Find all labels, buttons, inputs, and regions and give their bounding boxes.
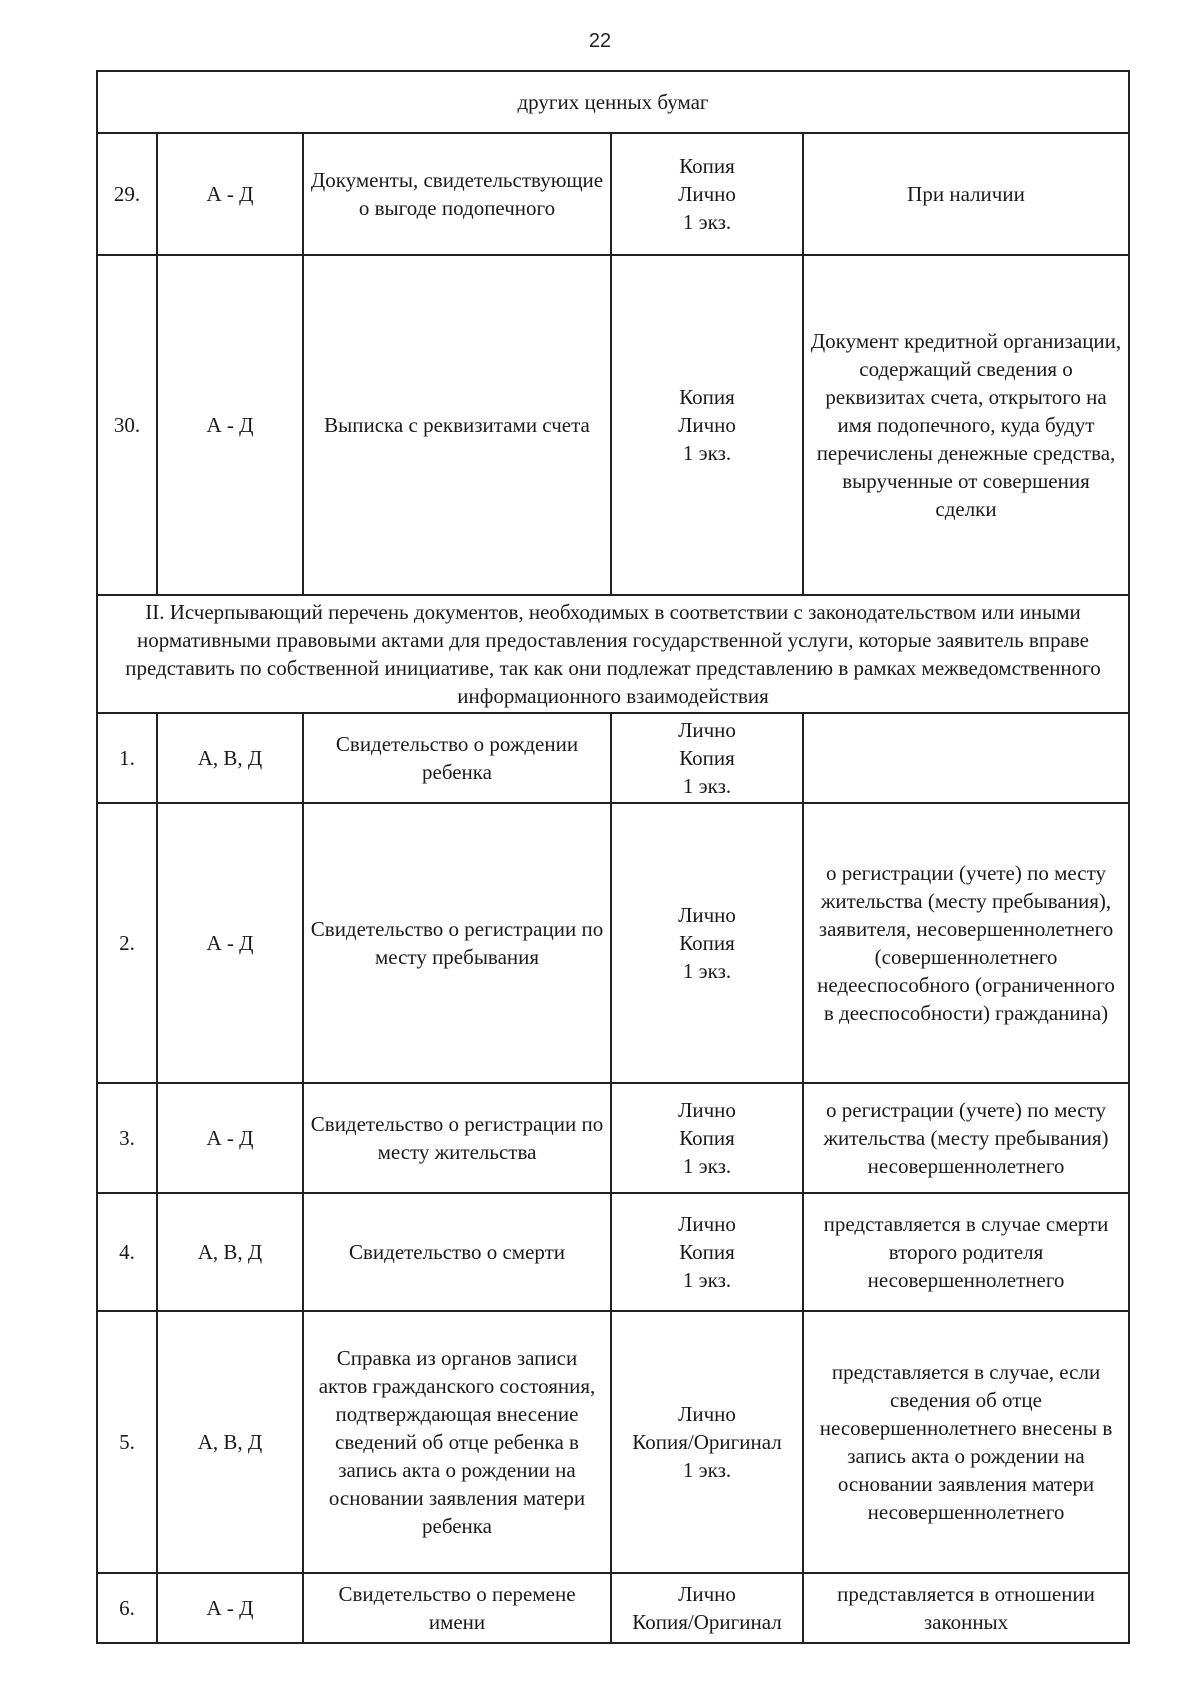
row-form-line: Копия — [679, 746, 735, 770]
row-number: 2. — [97, 803, 157, 1083]
row-form-line: Лично — [678, 182, 736, 206]
row-category: А - Д — [157, 803, 303, 1083]
row-note: о регистрации (учете) по месту жительства (месту пребывания), заявителя, несовершеннолетнего (совершеннолетнего недееспособного (ограниченного в дееспособности) гражданина) — [803, 803, 1129, 1083]
row-form — [611, 133, 803, 255]
row-note — [803, 713, 1129, 803]
row-category: А - Д — [157, 133, 303, 255]
row-form-line: Копия — [679, 931, 735, 955]
row-category: А, В, Д — [157, 713, 303, 803]
table-row — [97, 1083, 1129, 1193]
table-row — [97, 803, 1129, 1083]
row-document: Свидетельство о перемене имени — [303, 1573, 611, 1643]
row-category: А - Д — [157, 1573, 303, 1643]
row-document: Выписка с реквизитами счета — [303, 255, 611, 595]
row-document: Свидетельство о регистрации по месту пребывания — [303, 803, 611, 1083]
row-form — [611, 803, 803, 1083]
row-note: Документ кредитной организации, содержащий сведения о реквизитах счета, открытого на имя подопечного, куда будут перечислены денежные средства, вырученные от совершения сделки — [803, 255, 1129, 595]
row-document: Свидетельство о рождении ребенка — [303, 713, 611, 803]
row-form-line: Лично — [678, 718, 736, 742]
row-form-line: Копия/Оригинал — [632, 1610, 782, 1634]
table-row — [97, 1193, 1129, 1311]
row-document: Справка из органов записи актов гражданского состояния, подтверждающая внесение сведений об отце ребенка в запись акта о рождении на основании заявления матери ребенка — [303, 1311, 611, 1573]
row-form-line: 1 экз. — [682, 774, 732, 798]
row-form-line: Лично — [678, 1098, 736, 1122]
row-form — [611, 713, 803, 803]
row-form-line: Лично — [678, 1402, 736, 1426]
row-note: представляется в случае, если сведения об отце несовершеннолетнего внесены в запись акта о рождении на основании заявления матери несовершеннолетнего — [803, 1311, 1129, 1573]
row-document: Документы, свидетельствующие о выгоде подопечного — [303, 133, 611, 255]
row-number: 30. — [97, 255, 157, 595]
row-form-line: Лично — [678, 903, 736, 927]
row-document: Свидетельство о регистрации по месту жительства — [303, 1083, 611, 1193]
row-number: 5. — [97, 1311, 157, 1573]
row-number: 4. — [97, 1193, 157, 1311]
row-form-line: 1 экз. — [682, 1268, 732, 1292]
row-note: представляется в случае смерти второго родителя несовершеннолетнего — [803, 1193, 1129, 1311]
row-form-line: Лично — [678, 1212, 736, 1236]
row-form-line: 1 экз. — [682, 1458, 732, 1482]
row-number: 29. — [97, 133, 157, 255]
table-row — [97, 255, 1129, 595]
row-form-line: 1 экз. — [682, 1154, 732, 1178]
documents-table — [96, 70, 1130, 1644]
table-row — [97, 133, 1129, 255]
row-form-line: Копия — [679, 1240, 735, 1264]
row-form-line: Копия/Оригинал — [632, 1430, 782, 1454]
row-form-line: 1 экз. — [682, 441, 732, 465]
row-note: представляется в отношении законных — [803, 1573, 1129, 1643]
table-row — [97, 1573, 1129, 1643]
row-form-line: Копия — [679, 1126, 735, 1150]
row-category: А - Д — [157, 255, 303, 595]
row-note: о регистрации (учете) по месту жительства (месту пребывания) несовершеннолетнего — [803, 1083, 1129, 1193]
row-form — [611, 255, 803, 595]
row-form-line: 1 экз. — [682, 959, 732, 983]
row-form — [611, 1311, 803, 1573]
table-row — [97, 713, 1129, 803]
row-category: А, В, Д — [157, 1311, 303, 1573]
row-form-line: Лично — [678, 1582, 736, 1606]
row-form-line: Копия — [679, 385, 735, 409]
table-row — [97, 1311, 1129, 1573]
row-form — [611, 1573, 803, 1643]
row-form-line: 1 экз. — [682, 210, 732, 234]
page-number: 22 — [588, 30, 612, 52]
row-number: 1. — [97, 713, 157, 803]
row-note: При наличии — [803, 133, 1129, 255]
row-form-line: Лично — [678, 413, 736, 437]
row-document: Свидетельство о смерти — [303, 1193, 611, 1311]
row-category: А - Д — [157, 1083, 303, 1193]
row-form — [611, 1193, 803, 1311]
row-number: 6. — [97, 1573, 157, 1643]
section-heading: II. Исчерпывающий перечень документов, необходимых в соответствии с законодательством или иными нормативными правовыми актами для предоставления государственной услуги, которые заявитель вправе представить по собственной инициативе, так как они подлежат представлению в рамках межведомственного информационного взаимодействия — [97, 595, 1129, 713]
row-category: А, В, Д — [157, 1193, 303, 1311]
row-form — [611, 1083, 803, 1193]
row-number: 3. — [97, 1083, 157, 1193]
continuation-cell: других ценных бумаг — [97, 71, 1129, 133]
row-form-line: Копия — [679, 154, 735, 178]
